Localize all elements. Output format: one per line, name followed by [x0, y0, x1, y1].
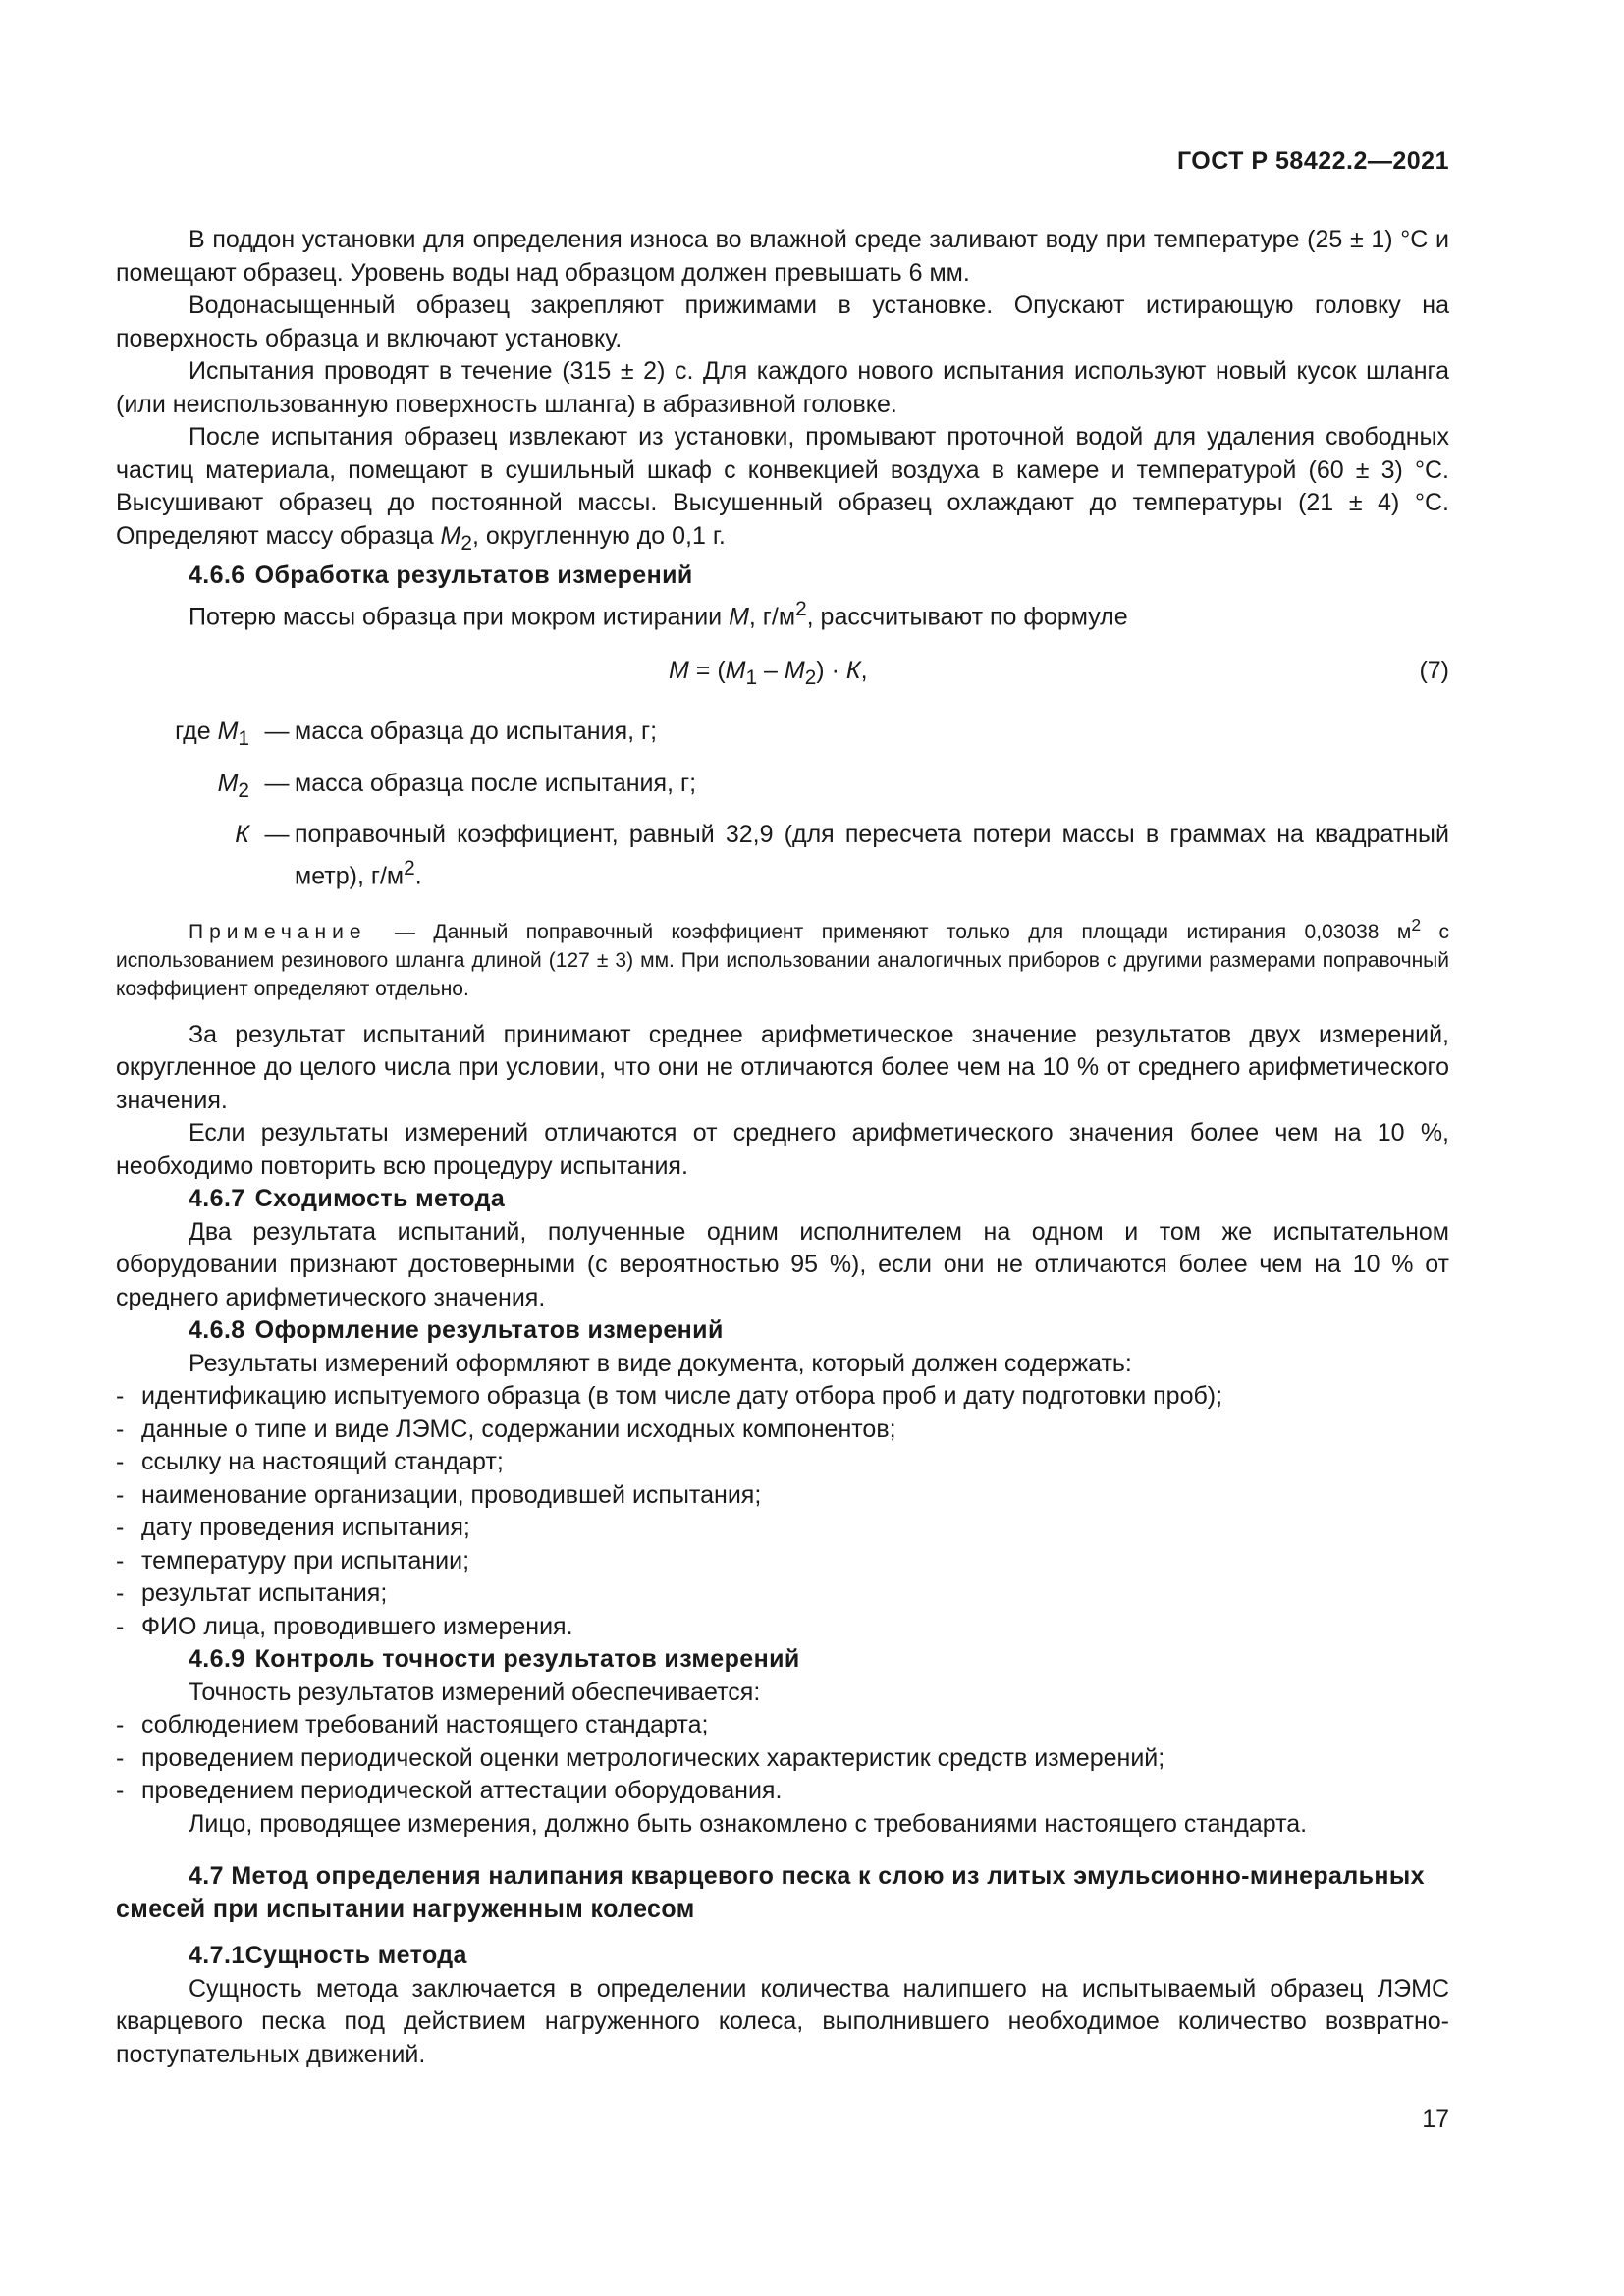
formula-symbol-m1: М [725, 657, 746, 685]
section-number: 4.6.6 [189, 561, 245, 589]
formula-multiply: ) · [816, 657, 846, 685]
definition-symbol-letter: М [217, 718, 239, 746]
list-item-text: проведением периодической аттестации оборудования. [141, 1777, 783, 1805]
list-item [116, 1545, 1449, 1578]
intro-paragraph-1: В поддон установки для определения износа во влажной среде заливают воду при температуре (25 ± 1) °С и помещают образец. Уровень воды над образцом должен превышать 6 мм. [116, 226, 1449, 287]
intro-paragraph-2: Водонасыщенный образец закрепляют прижимами в установке. Опускают истирающую головку на поверхность образца и включают установку. [116, 292, 1449, 352]
list-item [116, 1775, 1449, 1808]
list-item [116, 1414, 1449, 1447]
section-title: Оформление результатов измерений [254, 1316, 724, 1345]
list-item-text: результат испытания; [141, 1579, 388, 1608]
intro-paragraph-4-tail: , округленную до 0,1 г. [471, 521, 726, 550]
section-title: Контроль точности результатов измерений [254, 1645, 800, 1674]
list-item [116, 1479, 1449, 1513]
note-superscript: 2 [1411, 914, 1422, 934]
lead-tail: , рассчитывают по формуле [806, 602, 1128, 630]
result-paragraph-2: Если результаты измерений отличаются от среднего арифметического значения более чем на 10 %, необходимо повторить всю процедуру испытания. [116, 1119, 1449, 1180]
report-lead-paragraph: Результаты измерений оформляют в виде документа, который должен содержать: [189, 1349, 1132, 1377]
list-item-text: дату проведения испытания; [141, 1514, 470, 1542]
definition-superscript: 2 [404, 856, 415, 880]
result-paragraph-1: За результат испытаний принимают среднее арифметическое значение результатов двух измерений, округленное до целого числа при условии, что они не отличаются более чем на 10 % от среднего арифметического значения. [116, 1020, 1449, 1114]
formula-symbol-k: К [845, 657, 861, 685]
section-heading-4-6-9 [189, 1643, 1449, 1677]
document-id-header: ГОСТ Р 58422.2—2021 [1176, 147, 1449, 175]
note-text-b: с использованием резинового шланга длиной (127 ± 3) мм. При использовании аналогичных приборов с другими размерами поправочный коэффициент определяют отдельно. [116, 920, 1449, 1000]
section-number: 4.6.7 [189, 1185, 245, 1213]
definition-dash: — [264, 718, 290, 746]
list-marker: - [116, 1448, 125, 1476]
list-marker: - [116, 1546, 125, 1575]
list-marker: - [116, 1743, 125, 1772]
list-item-text: ссылку на настоящий стандарт; [141, 1448, 504, 1476]
section-heading-4-7-1 [189, 1940, 1449, 1973]
formula-minus: – [757, 657, 785, 685]
list-item [116, 1380, 1449, 1414]
definition-text [295, 819, 1449, 892]
list-item [116, 1709, 1449, 1742]
formula-subscript-1: 1 [745, 667, 758, 690]
formula-subscript-2: 2 [804, 667, 817, 690]
section-heading-4-6-6 [189, 560, 1449, 593]
list-item [116, 1742, 1449, 1776]
definition-symbol-letter: М [217, 769, 239, 797]
definition-k [116, 819, 1449, 892]
definition-text-body: поправочный коэффициент, равный 32,9 (для пересчета потери массы в граммах на квадратный метр), г/м [295, 821, 1449, 890]
formula-lead-paragraph [116, 593, 1449, 634]
note-paragraph [116, 911, 1449, 1003]
list-item-text: наименование организации, проводившей испытания; [141, 1480, 762, 1509]
definition-m2 [116, 768, 1449, 808]
definition-end: . [414, 862, 422, 890]
accuracy-lead-paragraph: Точность результатов измерений обеспечивается: [189, 1678, 761, 1706]
definition-m1 [116, 716, 1449, 756]
definition-symbol-subscript: 1 [238, 727, 249, 751]
intro-paragraph-4 [116, 421, 1449, 560]
definition-dash: — [264, 821, 290, 849]
convergence-paragraph: Два результата испытаний, полученные одним исполнителем на одном и том же испытательном оборудовании признают достоверными (с вероятностью 95 %), если они не отличаются более чем на 10 % от среднего арифметического значения. [116, 1217, 1449, 1311]
section-title: Сходимость метода [254, 1185, 506, 1213]
list-marker: - [116, 1415, 125, 1443]
list-item-text: соблюдением требований настоящего стандарта; [141, 1711, 709, 1739]
section-heading-4-7 [116, 1860, 1449, 1926]
list-item-text: данные о типе и виде ЛЭМС, содержании исходных компонентов; [141, 1415, 896, 1443]
page-number: 17 [1422, 2106, 1449, 2133]
list-marker: - [116, 1514, 125, 1542]
list-marker: - [116, 1382, 125, 1411]
list-item [116, 1577, 1449, 1611]
formula-symbol-m2: М [784, 657, 805, 685]
symbol-definitions [116, 716, 1449, 892]
note-text-a: — Данный поправочный коэффициент применяют только для площади истирания 0,03038 м [376, 920, 1412, 943]
definition-prefix: где [175, 718, 218, 746]
lead-text: Потерю массы образца при мокром истирании [189, 602, 730, 630]
equation-number: (7) [1419, 657, 1449, 685]
list-marker: - [116, 1579, 125, 1608]
note-label: Примечание [189, 920, 367, 943]
list-item-text: идентификацию испытуемого образца (в том числе дату отбора проб и дату подготовки проб); [141, 1382, 1223, 1411]
definition-text: масса образца до испытания, г; [295, 718, 658, 746]
definition-symbol [116, 768, 259, 808]
list-item-text: ФИО лица, проводившего измерения. [141, 1612, 573, 1640]
definition-symbol [116, 716, 259, 756]
definition-symbol [116, 819, 259, 892]
section-title: Сущность метода [244, 1942, 467, 1970]
unit-superscript: 2 [795, 597, 807, 620]
definition-symbol-subscript: 2 [238, 778, 249, 802]
list-marker: - [116, 1711, 125, 1739]
symbol-m2-subscript: 2 [460, 531, 472, 555]
formula-row [116, 651, 1449, 694]
formula-equals: = ( [688, 657, 726, 685]
intro-paragraph-3: Испытания проводят в течение (315 ± 2) с. Для каждого нового испытания используют новый кусок шланга (или неиспользованную поверхность шланга) в абразивной головке. [116, 357, 1449, 418]
page-content [116, 224, 1449, 2071]
section-title: Метод определения налипания кварцевого песка к слою из литых эмульсионно-минеральных смесей при испытании нагруженным колесом [116, 1862, 1425, 1923]
list-item [116, 1611, 1449, 1644]
section-number: 4.6.8 [189, 1316, 245, 1345]
section-heading-4-6-7 [189, 1183, 1449, 1216]
list-item [116, 1512, 1449, 1545]
lead-unit: , г/м [748, 602, 796, 630]
list-item-text: температуру при испытании; [141, 1546, 470, 1575]
definition-symbol-letter: К [235, 821, 249, 849]
list-marker: - [116, 1612, 125, 1640]
section-title: Обработка результатов измерений [254, 561, 693, 589]
symbol-m2: M [440, 521, 461, 550]
section-number: 4.7 [189, 1862, 224, 1891]
list-item-text: проведением периодической оценки метрологических характеристик средств измерений; [141, 1743, 1165, 1772]
symbol-m: М [729, 602, 749, 630]
formula-symbol-m: М [669, 657, 689, 685]
report-contents-list [116, 1380, 1449, 1643]
method-essence-paragraph: Сущность метода заключается в определении количества налипшего на испытываемый образец ЛЭМС кварцевого песка под действием нагруженного колеса, выполнившего необходимое количество возвратно-поступательных движений. [116, 1974, 1449, 2068]
definition-text: масса образца после испытания, г; [295, 769, 697, 797]
accuracy-list [116, 1709, 1449, 1808]
formula-end: , [860, 657, 868, 685]
list-marker: - [116, 1480, 125, 1509]
section-number: 4.6.9 [189, 1645, 245, 1674]
formula [669, 655, 868, 695]
section-number: 4.7.1 [189, 1942, 245, 1970]
list-item [116, 1446, 1449, 1479]
accuracy-closing-paragraph: Лицо, проводящее измерения, должно быть ознакомлено с требованиями настоящего стандарта. [189, 1809, 1308, 1838]
definition-dash: — [264, 769, 290, 797]
list-marker: - [116, 1777, 125, 1805]
section-heading-4-6-8 [189, 1314, 1449, 1348]
intro-paragraph-4-text: После испытания образец извлекают из установки, промывают проточной водой для удаления свободных частиц материала, помещают в сушильный шкаф с конвекцией воздуха в камере и температурой (60 ± 3) °С. Высушивают образец до постоянной массы. Высушенный образец охлаждают до температуры (21 ± 4) °С. Определяют массу образца [116, 423, 1449, 550]
